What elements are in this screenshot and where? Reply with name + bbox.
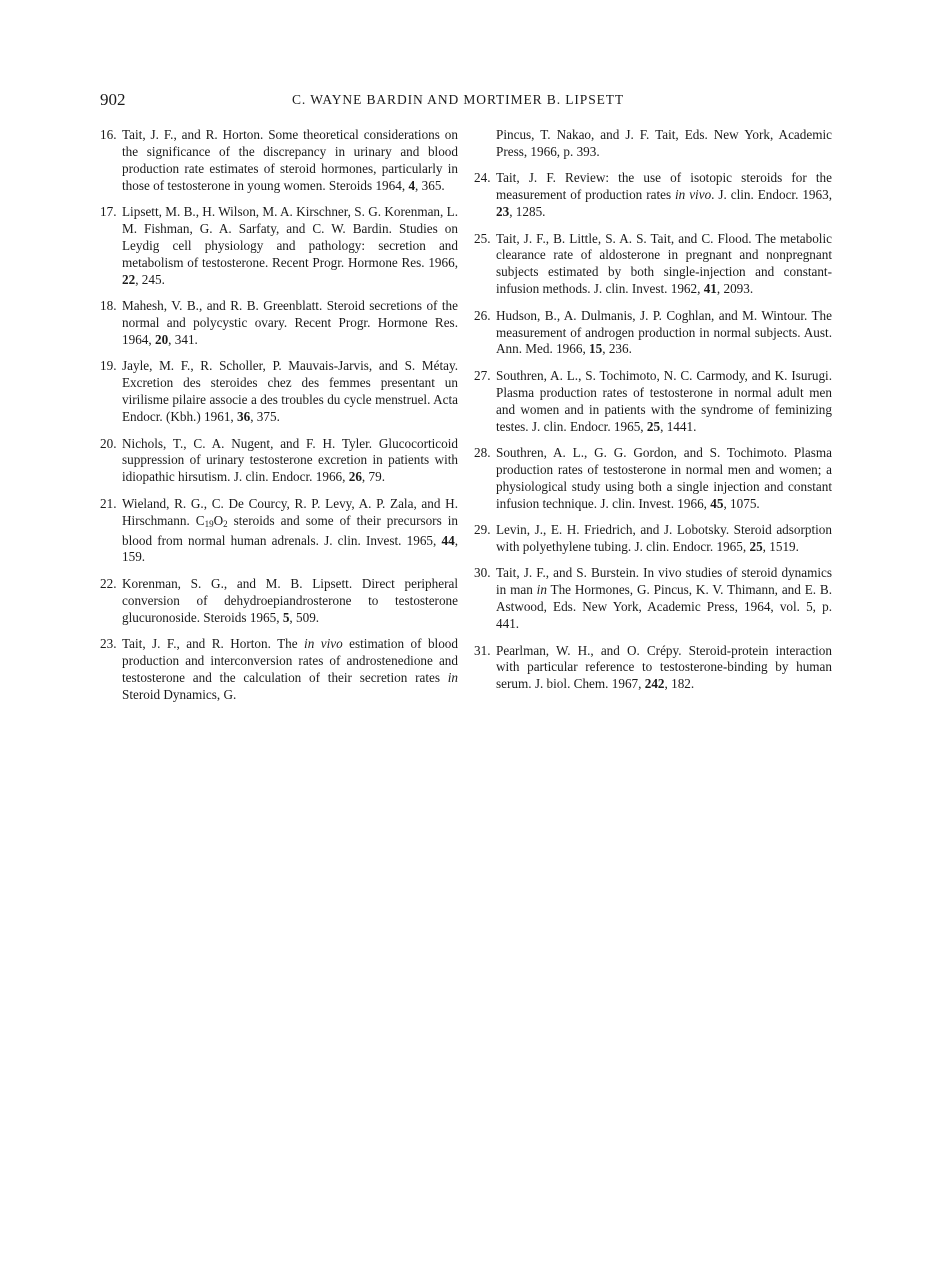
references-column-right <box>474 127 832 703</box>
running-head: C. WAYNE BARDIN AND MORTIMER B. LIPSETT <box>292 92 625 107</box>
reference-27: 27. Southren, A. L., S. Tochimoto, N. C. Carmody, and K. Isurugi. Plasma production rates of testosterone in normal adult men and women and in patients with the syndrome of feminizing testes. J. clin. Endocr. 1965, 25, 1441. <box>474 367 832 434</box>
references-column-left <box>100 127 458 713</box>
page-number: 902 <box>100 90 126 109</box>
reference-17: 17. Lipsett, M. B., H. Wilson, M. A. Kirschner, S. G. Korenman, L. M. Fishman, G. A. Sarfaty, and C. W. Bardin. Studies on Leydig cell physiology and pathology: secretion and metabolism of testosterone. Recent Progr. Hormone Res. 1966, 22, 245. <box>100 204 458 287</box>
reference-16: 16. Tait, J. F., and R. Horton. Some theoretical considerations on the significance of the discrepancy in urinary and blood production rate estimates of steroid hormones, particularly in those of testosterone in young women. Steroids 1964, 4, 365. <box>100 127 458 193</box>
reference-31: 31. Pearlman, W. H., and O. Crépy. Steroid-protein interaction with particular reference to testosterone-binding by human serum. J. biol. Chem. 1967, 242, 182. <box>474 642 832 692</box>
reference-20: 20. Nichols, T., C. A. Nugent, and F. H. Tyler. Glucocorticoid suppression of urinary testosterone excretion in patients with idiopathic hirsutism. J. clin. Endocr. 1966, 26, 79. <box>100 435 458 485</box>
reference-28: 28. Southren, A. L., G. G. Gordon, and S. Tochimoto. Plasma production rates of testosterone in normal men and women; a physiological study using both a single injection and constant infusion technique. J. clin. Invest. 1966, 45, 1075. <box>474 445 832 511</box>
reference-30: 30. Tait, J. F., and S. Burstein. In vivo studies of steroid dynamics in man in The Hormones, G. Pincus, K. V. Thimann, and E. B. Astwood, Eds. New York, Academic Press, 1964, vol. 5, p. 441. <box>474 565 832 632</box>
reference-22: 22. Korenman, S. G., and M. B. Lipsett. Direct peripheral conversion of dehydroepiandrosterone to testosterone glucuronoside. Steroids 1965, 5, 509. <box>100 575 458 625</box>
reference-23-continued: Pincus, T. Nakao, and J. F. Tait, Eds. New York, Academic Press, 1966, p. 393. <box>496 127 832 159</box>
reference-25: 25. Tait, J. F., B. Little, S. A. S. Tait, and C. Flood. The metabolic clearance rate of aldosterone in pregnant and nonpregnant subjects estimated by both single-injection and constant-infusion methods. J. clin. Invest. 1962, 41, 2093. <box>474 230 832 297</box>
reference-23: 23. Tait, J. F., and R. Horton. The in vivo estimation of blood production and interconversion rates of androstenedione and testosterone and the calculation of their secretion rates in Steroid Dynamics, G. <box>100 636 458 702</box>
reference-24: 24. Tait, J. F. Review: the use of isotopic steroids for the measurement of production rates in vivo. J. clin. Endocr. 1963, 23, 1285. <box>474 170 832 220</box>
reference-18: 18. Mahesh, V. B., and R. B. Greenblatt. Steroid secretions of the normal and polycystic ovary. Recent Progr. Hormone Res. 1964, 20, 341. <box>100 298 458 347</box>
reference-26: 26. Hudson, B., A. Dulmanis, J. P. Coghlan, and M. Wintour. The measurement of androgen production in normal subjects. Aust. Ann. Med. 1966, 15, 236. <box>474 307 832 357</box>
page-header <box>100 90 840 110</box>
reference-19: 19. Jayle, M. F., R. Scholler, P. Mauvais-Jarvis, and S. Métay. Excretion des steroides chez des femmes presentant un virilisme pilaire associe a des troubles du cycle menstruel. Acta Endocr. (Kbh.) 1961, 36, 375. <box>100 358 458 425</box>
reference-29: 29. Levin, J., E. H. Friedrich, and J. Lobotsky. Steroid adsorption with polyethylene tubing. J. clin. Endocr. 1965, 25, 1519. <box>474 522 832 555</box>
reference-21: 21. Wieland, R. G., C. De Courcy, R. P. Levy, A. P. Zala, and H. Hirschmann. $C_{19}O_2$ steroids and some of their precursors in blood from normal human adrenals. J. clin. Invest. 1965, 44, 159. <box>100 495 458 565</box>
